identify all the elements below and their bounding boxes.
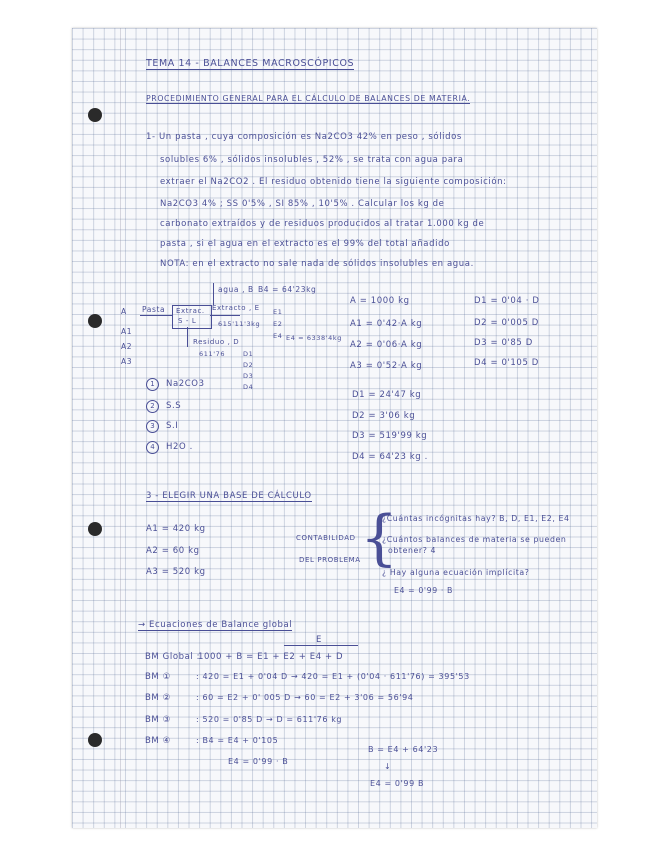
component-label: S.S <box>166 401 182 411</box>
equation-left: BM Global : <box>145 652 201 662</box>
base-value: A2 = 60 kg <box>146 546 200 556</box>
e-sub: E2 <box>273 320 283 328</box>
d-fraction: D2 = 0'005 D <box>474 318 539 328</box>
e-overbrace-label: E <box>316 635 322 645</box>
residue-arrow <box>187 327 188 347</box>
base-value: A1 = 420 kg <box>146 524 206 534</box>
component-number: 3 <box>146 420 159 433</box>
problem-note: NOTA: en el extracto no sale nada de sólidos insolubles en agua. <box>160 259 474 269</box>
agua-label: agua , B <box>218 285 254 294</box>
equation-right: : 60 = E2 + 0' 005 D → 60 = E2 + 3'06 = 56'94 <box>196 693 414 702</box>
page-subtitle: PROCEDIMIENTO GENERAL PARA EL CÁLCULO DE BALANCES DE MATERIA. <box>146 94 471 103</box>
punch-hole <box>88 733 102 747</box>
punch-hole <box>88 522 102 536</box>
d-fraction: D1 = 0'04 · D <box>474 296 540 306</box>
equation-left: BM ④ <box>145 736 171 746</box>
pasta-label: Pasta <box>142 305 166 314</box>
residuo-label: Residuo , D <box>193 338 240 346</box>
a-value: A2 = 0'06·A kg <box>350 340 423 350</box>
a-value: A1 = 0'42·A kg <box>350 319 423 329</box>
extract-arrow <box>210 315 240 316</box>
e4-value: E4 = 6338'4kg <box>286 334 342 342</box>
d-fraction: D4 = 0'105 D <box>474 358 539 368</box>
overbrace <box>284 645 358 646</box>
punch-hole <box>88 314 102 328</box>
problem-line: 1- Un pasta , cuya composición es Na2CO3 42% en peso , sólidos <box>146 132 462 142</box>
a-value: A = 1000 kg <box>350 296 410 306</box>
equation-left: BM ③ <box>145 715 171 725</box>
b-result: B = E4 + 64'23 <box>368 745 439 754</box>
problem-line: Na2CO3 4% ; SS 0'5% , SI 85% , 10'5% . Calcular los kg de <box>160 199 445 209</box>
water-inlet-arrow <box>213 283 214 305</box>
problem-line: extraer el Na2CO2 . El residuo obtenido tiene la siguiente composición: <box>160 177 507 187</box>
equation-right: 1000 + B = E1 + E2 + E4 + D <box>198 652 344 662</box>
residuo-mass: 611'76 <box>199 350 226 358</box>
a-sub: A <box>121 307 127 316</box>
question-line: ¿ Hay alguna ecuación implícita? <box>382 568 530 577</box>
b4-value: B4 = 64'23kg <box>258 285 317 294</box>
d-value: D1 = 24'47 kg <box>352 390 422 400</box>
d-fraction: D3 = 0'85 D <box>474 338 533 348</box>
e4-result: E4 = 0'99 B <box>370 779 425 788</box>
e-sub: E1 <box>273 308 283 316</box>
question-line: ¿Cuántos balances de materia se pueden <box>382 535 567 544</box>
d-sub: D3 <box>243 372 254 380</box>
component-number: 4 <box>146 441 159 454</box>
arrow-down-icon: ↓ <box>384 762 392 771</box>
d-value: D2 = 3'06 kg <box>352 411 416 421</box>
e-sub: E4 <box>273 332 283 340</box>
e4-equation: E4 = 0'99 · B <box>228 757 289 766</box>
base-value: A3 = 520 kg <box>146 567 206 577</box>
punch-hole <box>88 108 102 122</box>
d-sub: D1 <box>243 350 254 358</box>
a-sub: A1 <box>121 327 133 336</box>
page-title: TEMA 14 - BALANCES MACROSCÓPICOS <box>146 58 355 69</box>
extractor-label: Extrac. <box>176 307 205 315</box>
pasta-arrow <box>140 315 172 316</box>
curly-brace: { <box>360 503 399 573</box>
question-line: ¿Cuántas incógnitas hay? B, D, E1, E2, E4 <box>382 514 570 523</box>
section-heading: 3 - ELEGIR UNA BASE DE CÁLCULO <box>146 491 312 501</box>
component-label: Na2CO3 <box>166 379 205 389</box>
contabilidad-label: DEL PROBLEMA <box>299 556 361 564</box>
problem-line: pasta , si el agua en el extracto es el 99% del total añadido <box>160 239 450 249</box>
component-label: H2O . <box>166 442 193 452</box>
problem-line: carbonato extraídos y de residuos producidos al tratar 1.000 kg de <box>160 219 485 229</box>
question-line: E4 = 0'99 · B <box>394 586 453 595</box>
component-label: S.I <box>166 421 179 431</box>
equation-right: : 420 = E1 + 0'04 D → 420 = E1 + (0'04 · 611'76) = 395'53 <box>196 672 470 681</box>
d-value: D3 = 519'99 kg <box>352 431 428 441</box>
a-sub: A2 <box>121 342 133 351</box>
sl-label: S - L <box>178 317 197 325</box>
equation-right: : B4 = E4 + 0'105 <box>196 736 279 745</box>
question-line: obtener? 4 <box>388 546 437 555</box>
a-value: A3 = 0'52·A kg <box>350 361 423 371</box>
problem-line: solubles 6% , sólidos insolubles , 52% , se trata con agua para <box>160 155 464 165</box>
extracto-mass: 615'11'3kg <box>218 320 261 328</box>
component-number: 1 <box>146 378 159 391</box>
extracto-label: Extracto , E <box>212 304 260 312</box>
equation-left: BM ① <box>145 672 171 682</box>
equation-right: : 520 = 0'85 D → D = 611'76 kg <box>196 715 343 724</box>
section-heading: → Ecuaciones de Balance global <box>138 620 293 630</box>
contabilidad-label: CONTABILIDAD <box>296 534 356 542</box>
a-sub: A3 <box>121 357 133 366</box>
d-sub: D4 <box>243 383 254 391</box>
component-number: 2 <box>146 400 159 413</box>
equation-left: BM ② <box>145 693 171 703</box>
d-sub: D2 <box>243 361 254 369</box>
margin-line <box>120 28 121 828</box>
d-value: D4 = 64'23 kg . <box>352 452 428 462</box>
